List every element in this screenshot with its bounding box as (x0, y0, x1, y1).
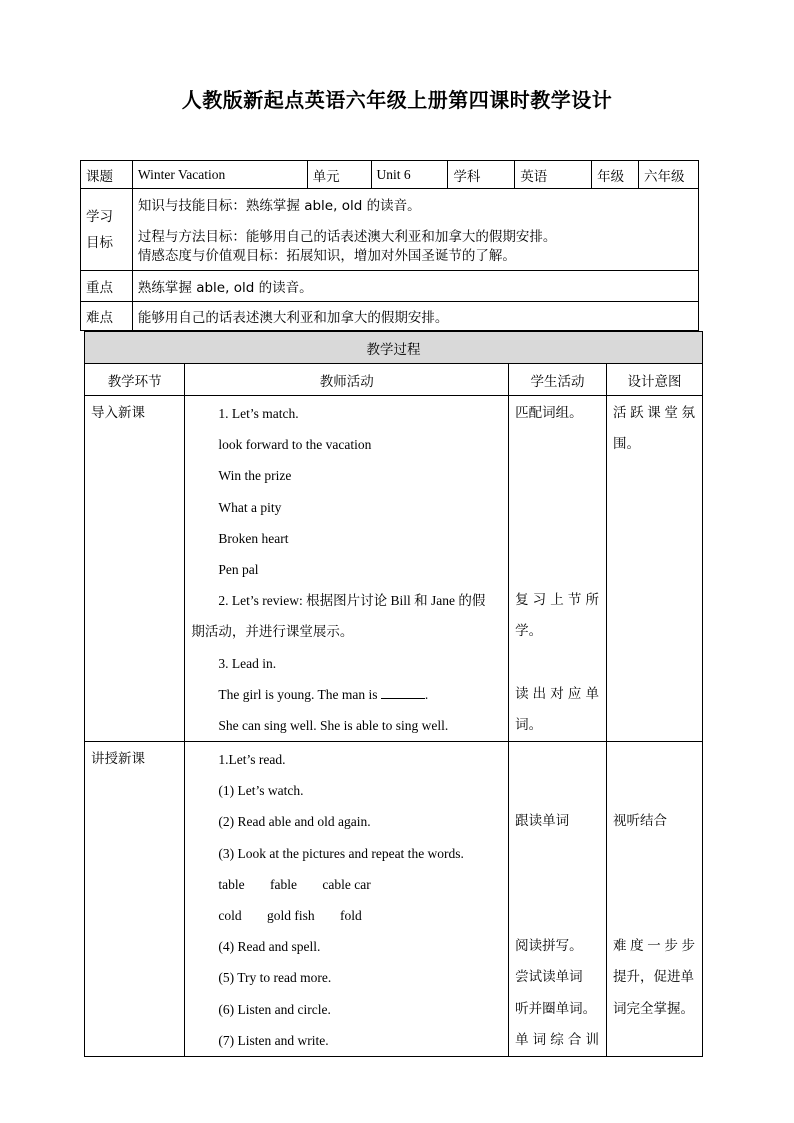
stage-label: 讲授新课 (91, 751, 145, 768)
student-line: 听并圈单词。 (515, 1000, 597, 1017)
activity-line: 2. Let’s review: 根据图片讨论 Bill 和 Jane 的假 (218, 593, 486, 609)
activity-line: Win the prize (218, 468, 292, 484)
activity-line: (4) Read and spell. (218, 939, 321, 955)
activity-line: She can sing well. She is able to sing well. (218, 717, 449, 733)
stage-new-lesson (85, 742, 185, 1057)
grade-label: 年级 (592, 161, 639, 189)
info-row-topic (81, 161, 699, 189)
word-cable-car: cable car (322, 876, 371, 892)
word-gold-fish: gold fish (267, 908, 315, 923)
subject-label: 学科 (448, 161, 515, 189)
process-header-row (85, 364, 703, 396)
student-line (515, 775, 600, 806)
topic-label: 课题 (81, 161, 133, 189)
student-activity-new-lesson (509, 742, 607, 1057)
key-label: 重点 (81, 271, 133, 302)
header-teacher: 教师活动 (185, 364, 509, 396)
student-line (515, 523, 600, 554)
intent-line: 视听结合 (613, 813, 667, 830)
activity-line: 3. Lead in. (218, 655, 277, 671)
student-line (515, 460, 600, 491)
activity-line: (3) Look at the pictures and repeat the words. (218, 845, 464, 861)
intent-line: 难度一步步 (613, 938, 696, 955)
intent-line (613, 744, 696, 775)
word-group-able (191, 869, 502, 900)
topic-value: Winter Vacation (132, 161, 307, 189)
activity-line: (7) Listen and write. (218, 1032, 329, 1048)
grade-value: 六年级 (639, 161, 699, 189)
student-line (515, 429, 600, 460)
word-fold: fold (340, 908, 362, 923)
teacher-activity-intro (185, 396, 509, 742)
student-line: 跟读单词 (515, 813, 570, 830)
student-line (515, 554, 600, 585)
intent-line (613, 900, 696, 931)
student-line: 学。 (515, 623, 543, 640)
intent-line (613, 775, 696, 806)
info-table (80, 160, 699, 331)
student-line (515, 744, 600, 775)
header-intent: 设计意图 (607, 364, 703, 396)
info-row-key (81, 271, 699, 302)
fill-blank-text: The girl is young. The man is (218, 686, 378, 702)
intent-line (613, 838, 696, 869)
intent-line: 围。 (613, 436, 640, 453)
activity-line: Broken heart (218, 530, 289, 546)
process-row-intro (85, 396, 703, 742)
student-line: 复习上节所 (515, 592, 600, 609)
activity-line: 期活动，并进行课堂展示。 (191, 624, 354, 640)
student-line: 词。 (515, 716, 543, 733)
process-title: 教学过程 (85, 332, 703, 364)
student-line (515, 869, 600, 900)
difficulty-label: 难点 (81, 302, 133, 331)
activity-line: look forward to the vacation (218, 437, 372, 453)
word-table: table (218, 876, 245, 892)
difficulty-value: 能够用自己的话表述澳大利亚和加拿大的假期安排。 (132, 302, 698, 331)
goal-knowledge: 知识与技能目标：熟练掌握 able, old 的读音。 (137, 198, 421, 214)
design-intent-new-lesson (607, 742, 703, 1057)
intent-line: 词完全掌握。 (613, 1000, 694, 1017)
header-stage: 教学环节 (85, 364, 185, 396)
student-line (515, 492, 600, 523)
fill-blank-underline (381, 686, 425, 699)
process-title-row (85, 332, 703, 364)
student-line: 尝试读单词 (515, 969, 583, 986)
activity-line: (5) Try to read more. (218, 970, 332, 986)
student-line (515, 648, 600, 679)
process-row-new-lesson (85, 742, 703, 1057)
goal-process: 过程与方法目标：能够用自己的话表述澳大利亚和加拿大的假期安排。 (137, 229, 557, 245)
word-fable: fable (270, 876, 297, 892)
document-title: 人教版新起点英语六年级上册第四课时教学设计 (181, 88, 613, 112)
goals-label-line-1: 学习 (86, 208, 113, 225)
subject-value: 英语 (515, 161, 592, 189)
activity-line-fill-blank: The girl is young. The man is . (218, 686, 429, 702)
goals-label-line-2: 目标 (86, 234, 113, 251)
goals-content (132, 189, 698, 271)
teacher-activity-new-lesson (185, 742, 509, 1057)
design-intent-intro (607, 396, 703, 742)
info-row-difficulty (81, 302, 699, 331)
activity-line: Pen pal (218, 561, 259, 577)
intent-line (613, 869, 696, 900)
student-line (515, 900, 600, 931)
intent-line: 提升，促进单 (613, 969, 694, 986)
stage-intro (85, 396, 185, 742)
unit-label: 单元 (307, 161, 371, 189)
student-line: 阅读拼写。 (515, 938, 583, 955)
process-table (84, 331, 703, 1057)
word-group-old (191, 900, 502, 931)
student-line: 读出对应单 (515, 685, 600, 702)
activity-line: (1) Let’s watch. (218, 783, 304, 799)
stage-label: 导入新课 (91, 405, 145, 421)
key-value: 熟练掌握 able, old 的读音。 (132, 271, 698, 302)
student-line (515, 838, 600, 869)
goals-label (81, 189, 133, 271)
activity-line: (6) Listen and circle. (218, 1001, 331, 1017)
activity-line: 1.Let’s read. (218, 752, 286, 768)
activity-line: What a pity (218, 499, 282, 515)
student-line: 单词综合训 (515, 1031, 600, 1048)
student-line: 匹配词组。 (515, 405, 583, 421)
info-row-goals (81, 189, 699, 271)
activity-line: (2) Read able and old again. (218, 814, 371, 830)
student-activity-intro (509, 396, 607, 742)
goal-attitude: 情感态度与价值观目标：拓展知识，增加对外国圣诞节的了解。 (137, 248, 516, 264)
intent-line: 活跃课堂氛 (613, 405, 696, 421)
word-cold: cold (218, 908, 242, 923)
header-student: 学生活动 (509, 364, 607, 396)
unit-value: Unit 6 (371, 161, 448, 189)
activity-line: 1. Let’s match. (218, 406, 299, 421)
